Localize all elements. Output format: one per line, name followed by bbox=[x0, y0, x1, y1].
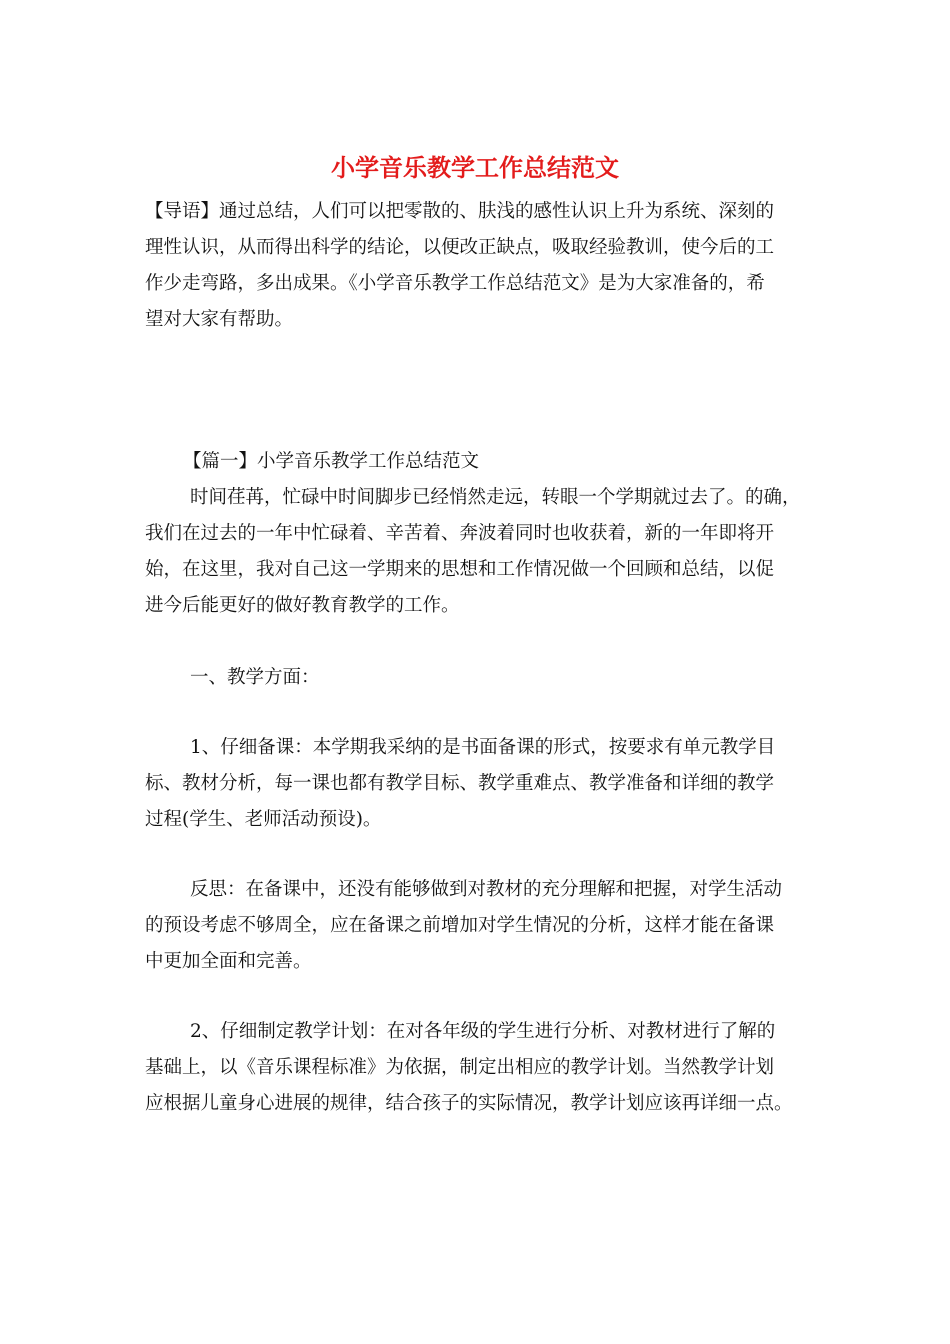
paragraph-line: 中更加全面和完善。 bbox=[145, 951, 312, 972]
intro-line: 【导语】通过总结，人们可以把零散的、肤浅的感性认识上升为系统、深刻的 bbox=[145, 201, 775, 222]
paragraph-line: 2、仔细制定教学计划：在对各年级的学生进行分析、对教材进行了解的 bbox=[190, 1021, 776, 1042]
paragraph-line: 始，在这里，我对自己这一学期来的思想和工作情况做一个回顾和总结，以促 bbox=[145, 559, 775, 580]
intro-line: 望对大家有帮助。 bbox=[145, 309, 294, 330]
paragraph-line: 应根据儿童身心进展的规律，结合孩子的实际情况，教学计划应该再详细一点。 bbox=[145, 1093, 793, 1114]
subheading: 一、教学方面： bbox=[190, 667, 320, 688]
paragraph-line: 1、仔细备课：本学期我采纳的是书面备课的形式，按要求有单元教学目 bbox=[190, 737, 776, 758]
intro-line: 理性认识，从而得出科学的结论，以便改正缺点，吸取经验教训，使今后的工 bbox=[145, 237, 775, 258]
paragraph-line: 反思：在备课中，还没有能够做到对教材的充分理解和把握，对学生活动 bbox=[190, 879, 783, 900]
section-heading: 【篇一】小学音乐教学工作总结范文 bbox=[183, 451, 480, 472]
paragraph-line: 标、教材分析，每一课也都有教学目标、教学重难点、教学准备和详细的教学 bbox=[145, 773, 775, 794]
document-title: 小学音乐教学工作总结范文 bbox=[331, 153, 619, 182]
paragraph-line: 我们在过去的一年中忙碌着、辛苦着、奔波着同时也收获着，新的一年即将开 bbox=[145, 523, 775, 544]
paragraph-line: 基础上，以《音乐课程标准》为依据，制定出相应的教学计划。当然教学计划 bbox=[145, 1057, 775, 1078]
paragraph-line: 过程(学生、老师活动预设)。 bbox=[145, 809, 382, 830]
paragraph-line: 进今后能更好的做好教育教学的工作。 bbox=[145, 595, 460, 616]
paragraph-line: 时间荏苒，忙碌中时间脚步已经悄然走远，转眼一个学期就过去了。的确， bbox=[190, 487, 801, 508]
intro-line: 作少走弯路，多出成果。《小学音乐教学工作总结范文》是为大家准备的，希 bbox=[145, 273, 765, 294]
paragraph-line: 的预设考虑不够周全，应在备课之前增加对学生情况的分析，这样才能在备课 bbox=[145, 915, 775, 936]
